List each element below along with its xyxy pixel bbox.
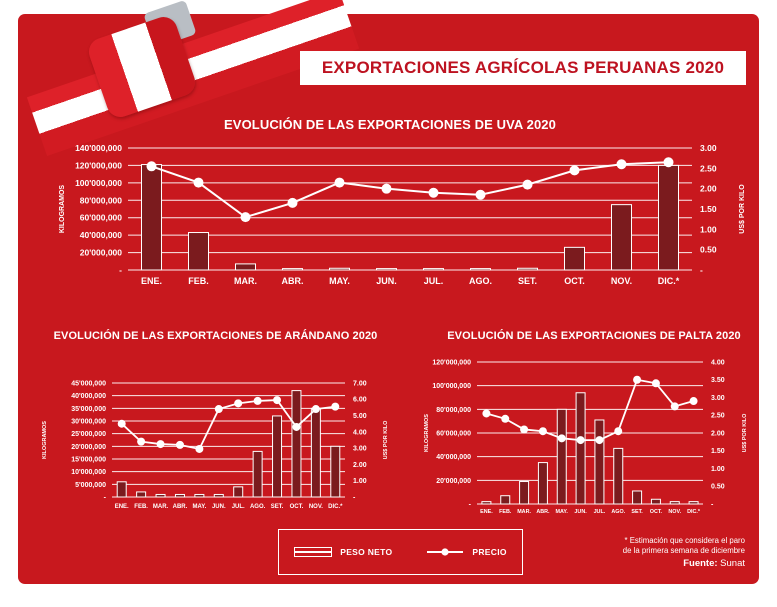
arandano-chart-svg	[30, 368, 405, 516]
peso-neto-bar	[311, 408, 320, 497]
palta-chart-title: EVOLUCIÓN DE LAS EXPORTACIONES DE PALTA 2020	[447, 330, 741, 342]
peso-neto-bar	[283, 269, 303, 270]
month-label: ENE.	[114, 504, 129, 510]
precio-marker	[577, 436, 585, 444]
peso-neto-bar	[538, 463, 547, 504]
month-label: AGO.	[249, 504, 266, 510]
main-title: EXPORTACIONES AGRÍCOLAS PERUANAS 2020	[321, 58, 725, 77]
peso-neto-bar	[195, 494, 204, 497]
month-label: NOV.	[308, 504, 323, 510]
month-label: ABR.	[536, 509, 550, 515]
precio-line	[122, 400, 336, 449]
left-axis-tick: 100'000,000	[75, 177, 122, 188]
peso-neto-bar-swatch-icon	[294, 547, 332, 557]
uva-chart-title: EVOLUCIÓN DE LAS EXPORTACIONES DE UVA 2020	[224, 117, 556, 132]
peso-neto-bar	[576, 393, 585, 504]
month-label: SET.	[517, 276, 538, 286]
right-axis-tick: 2.00	[700, 183, 717, 194]
precio-marker	[595, 436, 603, 444]
palta-chart-svg	[415, 352, 775, 517]
left-axis-tick: 140'000,000	[75, 142, 122, 153]
left-axis-tick: 30'000,000	[71, 418, 106, 426]
source-label: Fuente:	[683, 558, 718, 569]
palta-chart	[415, 352, 775, 517]
precio-marker	[664, 157, 674, 167]
left-axis-label: KILOGRAMOS	[42, 421, 48, 459]
month-label: ENE.	[480, 509, 493, 515]
left-axis-tick: 40'000,000	[436, 454, 471, 462]
precio-marker	[617, 159, 627, 169]
precio-marker	[176, 441, 184, 449]
left-axis-tick: 120'000,000	[75, 160, 122, 171]
peso-neto-bar	[236, 264, 256, 270]
right-axis-tick: -	[711, 501, 714, 509]
month-label: OCT.	[289, 504, 304, 510]
left-axis-tick: 25'000,000	[71, 431, 106, 439]
peso-neto-bar	[137, 492, 146, 497]
precio-marker	[195, 445, 203, 453]
right-axis-label: US$ POR KILO	[742, 413, 748, 453]
legend-precio-label: PRECIO	[472, 547, 507, 557]
right-axis-tick: 2.50	[711, 412, 725, 420]
month-label: JUN.	[211, 504, 226, 510]
peso-neto-bar	[557, 409, 566, 504]
precio-marker	[241, 212, 251, 222]
peso-neto-bar	[651, 499, 660, 504]
precio-marker	[501, 415, 509, 423]
precio-marker	[633, 376, 641, 384]
right-axis-tick: 3.00	[711, 394, 725, 402]
right-axis-tick: 1.00	[700, 224, 717, 235]
left-axis-label: KILOGRAMOS	[59, 184, 66, 234]
precio-marker	[570, 165, 580, 175]
precio-marker	[614, 427, 622, 435]
precio-marker	[523, 180, 533, 190]
main-title-banner	[300, 51, 746, 85]
left-axis-tick: -	[119, 264, 122, 275]
precio-marker	[215, 405, 223, 413]
peso-neto-bar	[659, 165, 679, 270]
month-label: NOV.	[610, 276, 633, 286]
month-label: MAR.	[234, 276, 257, 286]
peso-neto-bar	[377, 269, 397, 270]
peso-neto-bar	[117, 482, 126, 497]
month-label: MAY.	[555, 509, 568, 515]
right-axis-tick: 1.00	[353, 478, 367, 486]
precio-line	[486, 380, 693, 440]
precio-marker	[273, 396, 281, 404]
left-axis-tick: 60'000,000	[436, 430, 471, 438]
month-label: AGO.	[468, 276, 493, 286]
peso-neto-bar	[520, 482, 529, 504]
source-credit	[535, 558, 745, 569]
precio-marker	[137, 438, 145, 446]
left-axis-tick: 40'000,000	[79, 230, 122, 241]
precio-marker	[476, 190, 486, 200]
footnote	[535, 536, 745, 556]
right-axis-tick: 2.00	[711, 430, 725, 438]
precio-marker	[147, 161, 157, 171]
month-label: MAR.	[152, 504, 169, 510]
month-label: DIC.*	[657, 276, 680, 286]
month-label: NOV.	[668, 509, 682, 515]
peso-neto-bar	[689, 502, 698, 504]
left-axis-tick: 20'000,000	[79, 247, 122, 258]
precio-marker	[335, 178, 345, 188]
right-axis-tick: 3.00	[353, 445, 367, 453]
peso-neto-bar	[253, 451, 262, 497]
peso-neto-bar	[156, 494, 165, 497]
footnote-line2: de la primera semana de diciembre	[622, 546, 745, 555]
peso-neto-bar	[189, 233, 209, 270]
arandano-chart-title: EVOLUCIÓN DE LAS EXPORTACIONES DE ARÁNDANO 2020	[53, 330, 378, 342]
left-axis-tick: 40'000,000	[71, 393, 106, 401]
right-axis-tick: 3.50	[711, 377, 725, 385]
month-label: JUL.	[231, 504, 245, 510]
month-label: ENE.	[140, 276, 163, 286]
right-axis-tick: 0.50	[711, 483, 725, 491]
legend-peso-neto-label: PESO NETO	[340, 547, 393, 557]
month-label: FEB.	[134, 504, 148, 510]
peso-neto-bar	[595, 420, 604, 504]
peso-neto-bar	[612, 205, 632, 270]
precio-marker	[234, 399, 242, 407]
peso-neto-bar	[471, 269, 491, 270]
month-label: ABR.	[172, 504, 188, 510]
month-label: MAR.	[517, 509, 531, 515]
month-label: DIC.*	[687, 509, 701, 515]
right-axis-tick: 1.00	[711, 465, 725, 473]
arandano-chart	[30, 368, 405, 516]
month-label: DIC.*	[328, 504, 343, 510]
precio-marker	[382, 184, 392, 194]
right-axis-label: US$ POR KILO	[739, 184, 746, 234]
right-axis-tick: -	[700, 264, 703, 275]
peso-neto-bar	[565, 247, 585, 270]
peso-neto-bar	[482, 502, 491, 504]
month-label: OCT.	[649, 509, 663, 515]
uva-chart	[30, 140, 760, 298]
peso-neto-bar	[518, 268, 538, 270]
left-axis-tick: 20'000,000	[436, 477, 471, 485]
precio-marker	[288, 198, 298, 208]
footnote-line1: * Estimación que considera el paro	[624, 536, 745, 545]
right-axis-label: US$ POR KILO	[383, 420, 389, 460]
month-label: FEB.	[188, 276, 209, 286]
left-axis-tick: 80'000,000	[436, 406, 471, 414]
peso-neto-bar	[234, 487, 243, 497]
left-axis-tick: 15'000,000	[71, 456, 106, 464]
precio-marker	[292, 423, 300, 431]
right-axis-tick: 4.00	[711, 359, 725, 367]
precio-marker	[331, 403, 339, 411]
left-axis-tick: 60'000,000	[79, 212, 122, 223]
right-axis-tick: 1.50	[711, 448, 725, 456]
precio-marker	[652, 379, 660, 387]
month-label: AGO.	[611, 509, 626, 515]
precio-marker	[690, 397, 698, 405]
precio-marker	[671, 402, 679, 410]
left-axis-tick: -	[468, 501, 471, 509]
precio-marker	[194, 178, 204, 188]
legend-item-precio	[426, 547, 506, 557]
month-label: OCT.	[564, 276, 585, 286]
precio-marker	[118, 420, 126, 428]
right-axis-tick: 2.00	[353, 461, 367, 469]
legend	[278, 529, 523, 575]
month-label: JUN.	[376, 276, 397, 286]
month-label: MAY.	[192, 504, 207, 510]
peso-neto-bar	[614, 448, 623, 504]
precio-marker	[429, 188, 439, 198]
right-axis-tick: 0.50	[700, 244, 717, 255]
precio-line-swatch-icon	[426, 547, 464, 557]
right-axis-tick: 4.00	[353, 429, 367, 437]
peso-neto-bar	[330, 268, 350, 270]
right-axis-tick: 7.00	[353, 380, 367, 388]
precio-marker	[254, 397, 262, 405]
precio-marker	[482, 409, 490, 417]
right-axis-tick: 5.00	[353, 413, 367, 421]
month-label: SET.	[631, 509, 643, 515]
right-axis-tick: 3.00	[700, 142, 717, 153]
left-axis-tick: -	[103, 494, 106, 502]
right-axis-tick: -	[353, 494, 356, 502]
left-axis-tick: 35'000,000	[71, 405, 106, 413]
left-axis-tick: 80'000,000	[79, 195, 122, 206]
precio-marker	[558, 434, 566, 442]
peso-neto-bar	[424, 269, 444, 270]
peso-neto-bar	[670, 502, 679, 504]
peso-neto-bar	[273, 416, 282, 497]
month-label: SET.	[270, 504, 284, 510]
left-axis-tick: 5'000,000	[75, 481, 106, 489]
month-label: FEB.	[499, 509, 512, 515]
left-axis-label: KILOGRAMOS	[424, 414, 430, 452]
right-axis-tick: 2.50	[700, 163, 717, 174]
uva-chart-svg	[30, 140, 760, 298]
peso-neto-bar	[142, 165, 162, 270]
right-axis-tick: 1.50	[700, 203, 717, 214]
left-axis-tick: 20'000,000	[71, 443, 106, 451]
peso-neto-bar	[331, 446, 340, 497]
precio-marker	[539, 427, 547, 435]
left-axis-tick: 120'000,000	[432, 359, 471, 367]
precio-marker	[520, 425, 528, 433]
legend-item-peso-neto	[294, 547, 392, 557]
left-axis-tick: 10'000,000	[71, 469, 106, 477]
peso-neto-bar	[292, 391, 301, 497]
month-label: JUL.	[423, 276, 444, 286]
month-label: MAY.	[329, 276, 350, 286]
month-label: JUN.	[574, 509, 587, 515]
peso-neto-bar	[501, 496, 510, 504]
precio-marker	[312, 405, 320, 413]
right-axis-tick: 6.00	[353, 396, 367, 404]
peso-neto-bar	[633, 491, 642, 504]
month-label: JUL.	[593, 509, 606, 515]
source-value: Sunat	[720, 558, 745, 569]
month-label: ABR.	[281, 276, 304, 286]
precio-marker	[157, 440, 165, 448]
left-axis-tick: 100'000,000	[432, 383, 471, 391]
precio-line	[152, 162, 669, 217]
peso-neto-bar	[214, 494, 223, 497]
peso-neto-bar	[175, 494, 184, 497]
left-axis-tick: 45'000,000	[71, 380, 106, 388]
